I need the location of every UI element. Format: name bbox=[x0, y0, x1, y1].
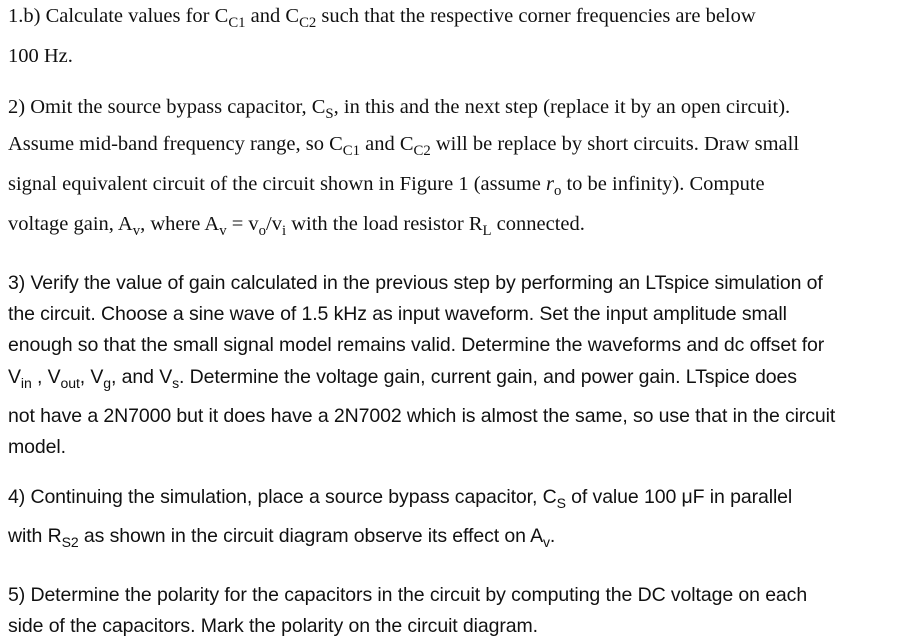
text-segment: to be infinity). Compute bbox=[561, 173, 765, 195]
question-2-line-4 bbox=[8, 211, 585, 240]
question-5-line-1 bbox=[8, 582, 807, 608]
text-segment: not have a 2N7000 but it does have a 2N7002 which is almost the same, so use that in the circuit bbox=[8, 405, 836, 427]
question-4-line-1 bbox=[8, 484, 792, 510]
subscript: s bbox=[172, 374, 180, 391]
subscript: S bbox=[556, 494, 566, 511]
text-segment: will be replace by short circuits. Draw small bbox=[430, 133, 800, 155]
subscript: g bbox=[103, 374, 112, 391]
question-3-line-5 bbox=[8, 403, 835, 429]
text-segment: side of the capacitors. Mark the polarity on the circuit diagram. bbox=[8, 615, 538, 637]
text-segment: , in this and the next step (replace it by an open circuit). bbox=[333, 96, 791, 118]
text-segment: 1.b) Calculate values for C bbox=[8, 5, 229, 27]
subscript: in bbox=[20, 374, 32, 391]
text-segment: . Determine the voltage gain, current gain, and power gain. LTspice does bbox=[179, 366, 797, 388]
question-2-line-2 bbox=[8, 131, 800, 160]
subscript: v bbox=[543, 533, 550, 550]
subscript: C2 bbox=[413, 143, 431, 160]
text-segment: model. bbox=[8, 436, 66, 458]
question-2-line-1 bbox=[8, 94, 791, 123]
text-segment: Assume mid-band frequency range, so C bbox=[8, 133, 343, 155]
text-segment: , V bbox=[31, 366, 61, 388]
question-4-line-2 bbox=[8, 523, 555, 549]
text-segment: 4) Continuing the simulation, place a source bypass capacitor, C bbox=[8, 486, 557, 508]
subscript: i bbox=[281, 223, 287, 240]
text-segment: signal equivalent circuit of the circuit shown in Figure 1 (assume bbox=[8, 173, 546, 195]
text-segment: /v bbox=[266, 213, 282, 235]
subscript: S2 bbox=[61, 533, 79, 550]
text-segment: . bbox=[549, 525, 556, 547]
question-3-line-6 bbox=[8, 434, 66, 460]
text-segment: V bbox=[8, 366, 21, 388]
subscript: C1 bbox=[342, 143, 360, 160]
text-segment: , where A bbox=[140, 213, 220, 235]
question-1b-line-2 bbox=[8, 43, 73, 69]
text-segment: with the load resistor R bbox=[286, 213, 483, 235]
question-3-line-3 bbox=[8, 332, 824, 358]
text-segment: and C bbox=[359, 133, 414, 155]
text-segment: connected. bbox=[491, 213, 585, 235]
subscript: S bbox=[325, 106, 334, 123]
text-segment: enough so that the small signal model remains valid. Determine the waveforms and dc offset for bbox=[8, 334, 825, 356]
subscript: out bbox=[60, 374, 80, 391]
subscript: o bbox=[258, 223, 267, 240]
question-3-line-2 bbox=[8, 301, 787, 327]
text-segment: voltage gain, A bbox=[8, 213, 133, 235]
question-1b-line-1 bbox=[8, 3, 756, 32]
question-3-line-1 bbox=[8, 270, 823, 296]
text-segment: = v bbox=[226, 213, 259, 235]
subscript: C2 bbox=[299, 15, 317, 32]
text-segment: as shown in the circuit diagram observe its effect on A bbox=[78, 525, 543, 547]
subscript: v bbox=[219, 223, 227, 240]
text-segment: 3) Verify the value of gain calculated in the previous step by performing an LTspice simulation of bbox=[8, 272, 823, 294]
question-2-line-3 bbox=[8, 171, 765, 200]
text-segment: 2) Omit the source bypass capacitor, C bbox=[8, 96, 326, 118]
text-segment: of value 100 μF in parallel bbox=[565, 486, 793, 508]
subscript: o bbox=[553, 183, 562, 200]
question-3-line-4 bbox=[8, 364, 797, 390]
subscript: v bbox=[132, 223, 141, 240]
text-segment: and C bbox=[245, 5, 300, 27]
text-segment: r bbox=[546, 173, 554, 195]
text-segment: , V bbox=[79, 366, 104, 388]
question-5-line-2 bbox=[8, 613, 538, 639]
subscript: C1 bbox=[228, 15, 246, 32]
text-segment: such that the respective corner frequencies are below bbox=[316, 5, 756, 27]
subscript: L bbox=[482, 223, 492, 240]
text-segment: , and V bbox=[111, 366, 173, 388]
text-segment: 100 Hz. bbox=[8, 45, 73, 67]
text-segment: with R bbox=[8, 525, 62, 547]
text-segment: the circuit. Choose a sine wave of 1.5 kHz as input waveform. Set the input amplitude small bbox=[8, 303, 787, 325]
text-segment: 5) Determine the polarity for the capacitors in the circuit by computing the DC voltage on each bbox=[8, 584, 808, 606]
